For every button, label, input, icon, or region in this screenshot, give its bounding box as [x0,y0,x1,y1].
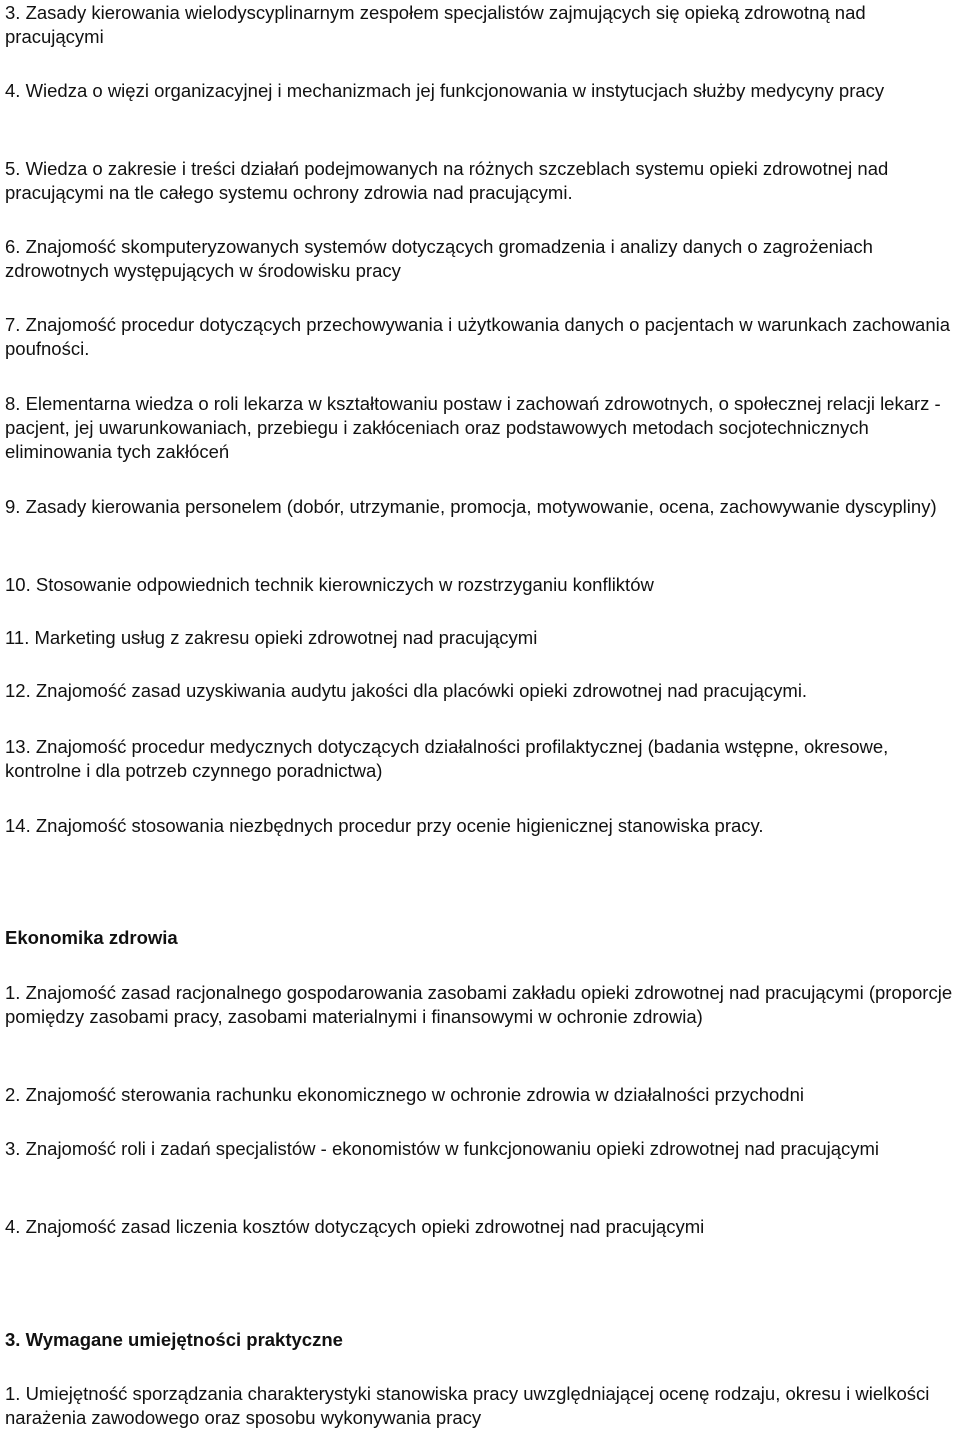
list-item: 10. Stosowanie odpowiednich technik kierowniczych w rozstrzyganiu konfliktów [5,574,654,595]
list-item: 3. Znajomość roli i zadań specjalistów - ekonomistów w funkcjonowaniu opieki zdrowotnej nad pracującymi [5,1138,880,1159]
list-item: 4. Wiedza o więzi organizacyjnej i mechanizmach jej funkcjonowania w instytucjach służby medycyny pracy [5,80,885,101]
list-item: 9. Zasady kierowania personelem (dobór, utrzymanie, promocja, motywowanie, ocena, zachowywanie dyscypliny) [5,496,937,517]
list-item: 8. Elementarna wiedza o roli lekarza w kształtowaniu postaw i zachowań zdrowotnych, o społecznej relacji lekarz - pacjent, jej uwarunkowaniach, przebiegu i zakłóceniach oraz podstawowych metodach socjotechnicznych eliminowania tych zakłóceń [5,393,941,462]
list-item: 5. Wiedza o zakresie i treści działań podejmowanych na różnych szczeblach systemu opieki zdrowotnej nad pracującymi na tle całego systemu ochrony zdrowia nad pracującymi. [5,158,889,203]
list-item: 11. Marketing usług z zakresu opieki zdrowotnej nad pracującymi [5,627,538,648]
list-item: 3. Zasady kierowania wielodyscyplinarnym zespołem specjalistów zajmujących się opieką zdrowotną nad pracującymi [5,2,866,47]
list-item: 14. Znajomość stosowania niezbędnych procedur przy ocenie higienicznej stanowiska pracy. [5,815,764,836]
list-item: 6. Znajomość skomputeryzowanych systemów dotyczących gromadzenia i analizy danych o zagrożeniach zdrowotnych występujących w środowisku pracy [5,236,873,281]
list-item: 12. Znajomość zasad uzyskiwania audytu jakości dla placówki opieki zdrowotnej nad pracującymi. [5,680,808,701]
section-heading-skills: 3. Wymagane umiejętności praktyczne [5,1329,343,1350]
list-item: 2. Znajomość sterowania rachunku ekonomicznego w ochronie zdrowia w działalności przychodni [5,1084,804,1105]
list-item: 4. Znajomość zasad liczenia kosztów dotyczących opieki zdrowotnej nad pracującymi [5,1216,705,1237]
list-item: 13. Znajomość procedur medycznych dotyczących działalności profilaktycznej (badania wstępne, okresowe, kontrolne i dla potrzeb czynnego poradnictwa) [5,736,889,781]
list-item: 1. Umiejętność sporządzania charakterystyki stanowiska pracy uwzględniającej ocenę rodzaju, okresu i wielkości narażenia zawodowego oraz sposobu wykonywania pracy [5,1383,930,1428]
list-item: 7. Znajomość procedur dotyczących przechowywania i użytkowania danych o pacjentach w warunkach zachowania poufności. [5,314,951,359]
section-heading-economics: Ekonomika zdrowia [5,927,178,948]
list-item: 1. Znajomość zasad racjonalnego gospodarowania zasobami zakładu opieki zdrowotnej nad pracującymi (proporcje pomiędzy zasobami pracy, zasobami materialnymi i finansowymi w ochronie zdrowia) [5,982,953,1027]
